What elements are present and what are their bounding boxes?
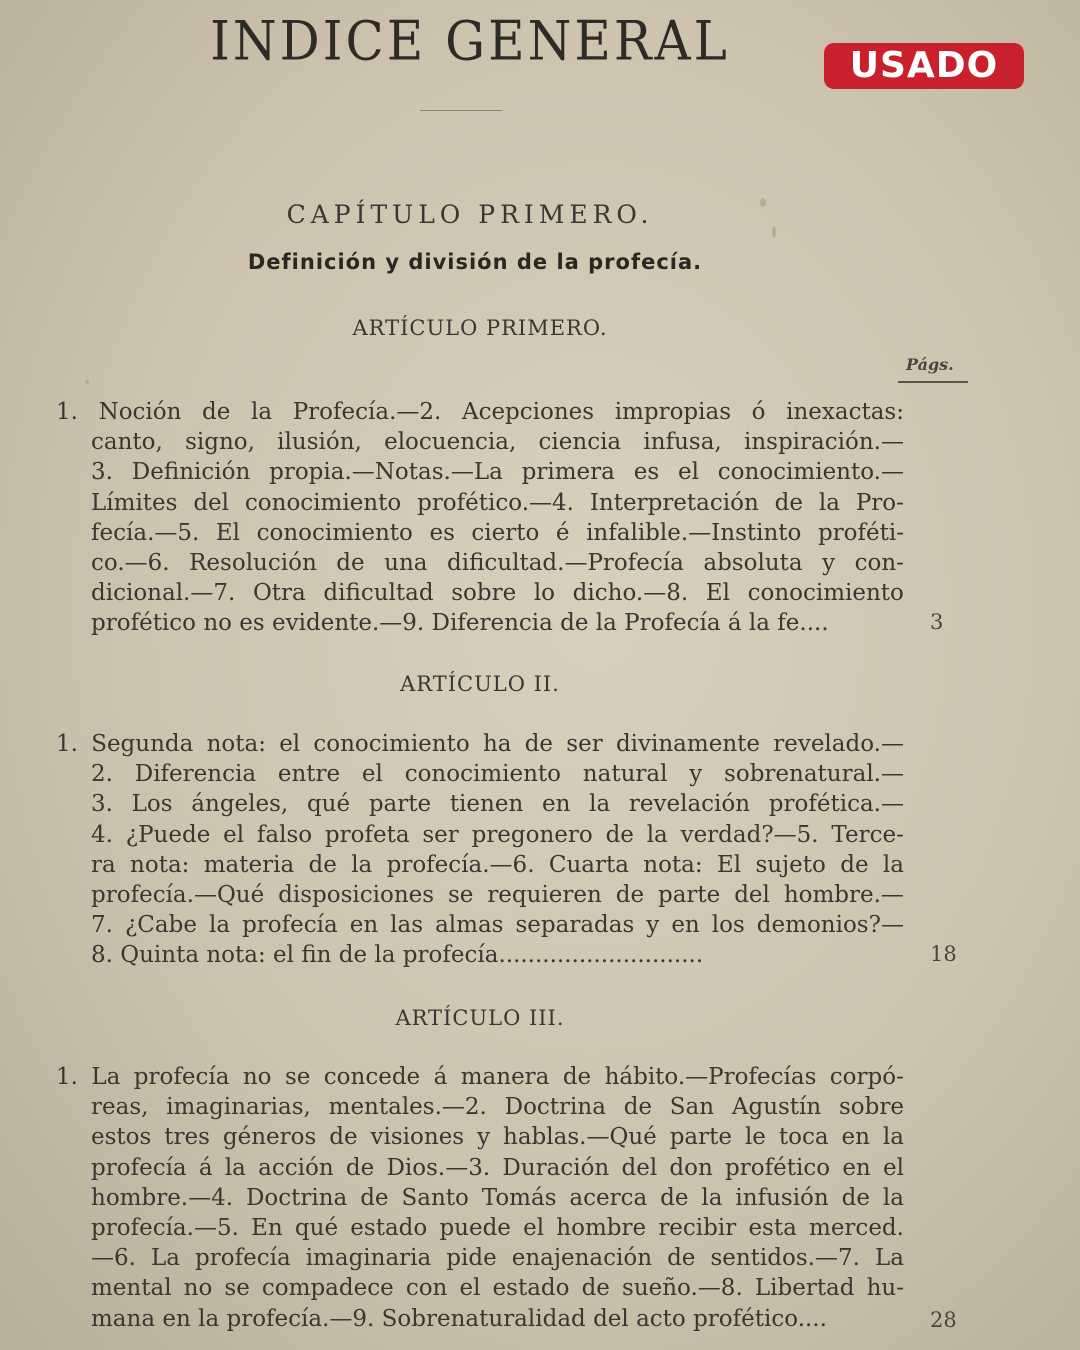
- entry-line: profecía á la acción de Dios.—3. Duración del don profético en el: [91, 1154, 904, 1181]
- entry-line: profético no es evidente.—9. Diferencia de la Profecía á la fe....: [91, 610, 829, 637]
- entry-line: profecía.—Qué disposiciones se requieren de parte del hombre.—: [91, 881, 904, 908]
- entry-line: 3. Los ángeles, qué parte tienen en la revelación profética.—: [91, 791, 904, 818]
- title-divider: [420, 110, 502, 111]
- paper-speck: [760, 198, 766, 207]
- article-2-heading: ARTÍCULO II.: [400, 672, 560, 696]
- entry-line: ra nota: materia de la profecía.—6. Cuarta nota: El sujeto de la: [91, 851, 904, 878]
- entry-line: 7. ¿Cabe la profecía en las almas separadas y en los demonios?—: [91, 912, 904, 939]
- page-column-rule: [898, 381, 968, 383]
- article-2-entry: [56, 729, 904, 971]
- entry-line: co.—6. Resolución de una dificultad.—Profecía absoluta y con-: [91, 549, 904, 576]
- entry-line: 1. Noción de la Profecía.—2. Acepciones impropias ó inexactas:: [56, 399, 904, 425]
- entry-line: Límites del conocimiento profético.—4. Interpretación de la Pro-: [91, 489, 904, 516]
- page-column-label: Págs.: [906, 355, 954, 374]
- entry-line: mana en la profecía.—9. Sobrenaturalidad del acto profético....: [91, 1305, 827, 1332]
- article-1-page-number: 3: [930, 610, 944, 634]
- article-3-entry: [56, 1062, 904, 1334]
- page-title: INDICE GENERAL: [210, 9, 730, 73]
- entry-line: canto, signo, ilusión, elocuencia, ciencia infusa, inspiración.—: [91, 429, 904, 456]
- entry-line: —6. La profecía imaginaria pide enajenación de sentidos.—7. La: [91, 1245, 904, 1272]
- entry-line: 1. Segunda nota: el conocimiento ha de ser divinamente revelado.—: [56, 731, 904, 757]
- entry-line: profecía.—5. En qué estado puede el hombre recibir esta merced.: [91, 1214, 904, 1241]
- entry-line: 8. Quinta nota: el fin de la profecía............................: [91, 942, 704, 969]
- entry-line: hombre.—4. Doctrina de Santo Tomás acerca de la infusión de la: [91, 1184, 904, 1211]
- entry-line: reas, imaginarias, mentales.—2. Doctrina de San Agustín sobre: [91, 1094, 904, 1121]
- entry-line: mental no se compadece con el estado de sueño.—8. Libertad hu-: [91, 1275, 904, 1302]
- entry-line: 1. La profecía no se concede á manera de hábito.—Profecías corpó-: [56, 1064, 904, 1090]
- article-1-heading: ARTÍCULO PRIMERO.: [352, 316, 608, 340]
- paper-speck: [85, 380, 89, 384]
- article-1-entry: [56, 397, 904, 639]
- entry-line: fecía.—5. El conocimiento es cierto é infalible.—Instinto proféti-: [91, 519, 904, 546]
- paper-speck: [772, 226, 776, 238]
- entry-line: 4. ¿Puede el falso profeta ser pregonero de la verdad?—5. Terce-: [91, 821, 904, 848]
- chapter-subtitle: Definición y división de la profecía.: [247, 250, 703, 274]
- entry-line: estos tres géneros de visiones y hablas.—Qué parte le toca en la: [91, 1124, 904, 1151]
- entry-line: 2. Diferencia entre el conocimiento natural y sobrenatural.—: [91, 761, 904, 788]
- entry-line: dicional.—7. Otra dificultad sobre lo dicho.—8. El conocimiento: [91, 580, 904, 607]
- used-badge: USADO: [824, 43, 1024, 89]
- article-3-heading: ARTÍCULO III.: [395, 1006, 565, 1030]
- chapter-heading: CAPÍTULO PRIMERO.: [286, 200, 654, 229]
- article-3-page-number: 28: [930, 1308, 957, 1332]
- article-2-page-number: 18: [930, 942, 957, 966]
- entry-line: 3. Definición propia.—Notas.—La primera es el conocimiento.—: [91, 459, 904, 486]
